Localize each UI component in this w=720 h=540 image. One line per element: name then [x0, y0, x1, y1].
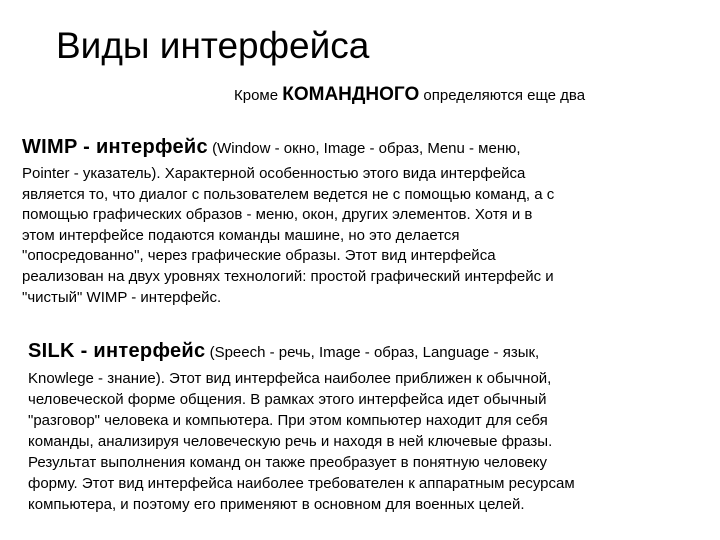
text-line: Knowlege - знание). Этот вид интерфейса наиболее приближен к обычной,: [28, 370, 552, 387]
text-line: Результат выполнения команд он также преобразует в понятную человеку: [28, 454, 548, 471]
text-line: "разговор" человека и компьютера. При этом компьютер находит для себя: [28, 412, 548, 429]
wimp-paragraph: [22, 131, 554, 308]
subtitle-suffix: определяются еще два: [423, 87, 586, 104]
silk-first-line: [28, 335, 575, 368]
text-line: компьютера, и поэтому его применяют в основном для военных целей.: [28, 496, 525, 513]
silk-paragraph: [28, 335, 575, 515]
text-line: является то, что диалог с пользователем ведется не с помощью команд, а с: [22, 185, 555, 203]
text-line: команды, анализируя человеческую речь и находя в ней ключевые фразы.: [28, 433, 553, 450]
silk-heading: SILK - интерфейс: [28, 340, 206, 362]
text-line: реализован на двух уровнях технологий: простой графический интерфейс и: [22, 267, 554, 285]
text-line: (Speech - речь, Image - образ, Language - язык,: [209, 344, 540, 361]
text-line: "опосредованно", через графические образы. Этот вид интерфейса: [22, 247, 496, 265]
text-line: Pointer - указатель). Характерной особенностью этого вида интерфейса: [22, 165, 526, 182]
text-line: помощью графических образов - меню, окон, других элементов. Хотя и в: [22, 206, 533, 224]
slide-title: Виды интерфейса: [56, 25, 370, 66]
text-line: человеческой форме общения. В рамках этого интерфейса идет обычный: [28, 391, 547, 408]
subtitle-emphasis: КОМАНДНОГО: [282, 84, 420, 105]
subtitle-prefix: Кроме: [234, 87, 279, 104]
wimp-first-line: [22, 131, 554, 164]
text-line: форму. Этот вид интерфейса наиболее требователен к аппаратным ресурсам: [28, 475, 575, 492]
text-line: (Window - окно, Image - образ, Menu - меню,: [212, 140, 521, 157]
slide-subtitle: [234, 83, 585, 108]
wimp-heading: WIMP - интерфейс: [22, 136, 208, 158]
text-line: этом интерфейсе подаются команды машине, но это делается: [22, 226, 460, 244]
text-line: "чистый" WIMP - интерфейс.: [22, 288, 222, 306]
